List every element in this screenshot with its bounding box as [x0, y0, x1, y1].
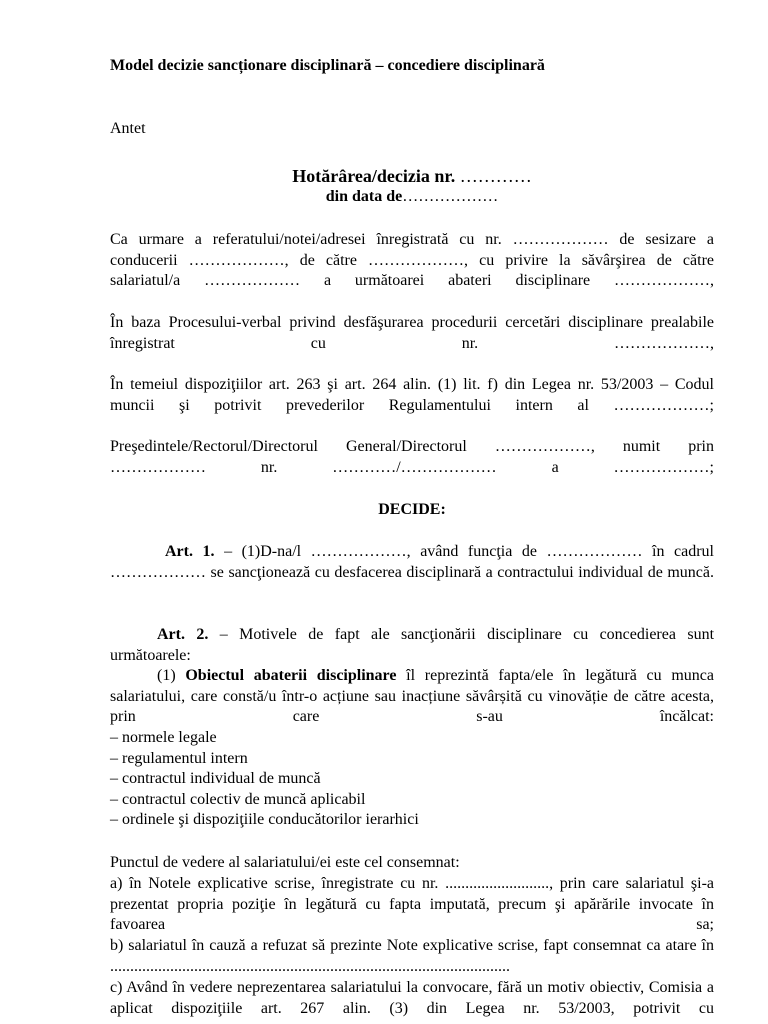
article-1-text: – (1)D-na/l ………………, având funcţia de ……………… în cadrul ……………… se sancţionează cu desfacerea disciplinară a contractului individual de muncă. [110, 543, 715, 581]
antet-label: Antet [110, 120, 146, 137]
article-2-label: Art. 2. [157, 626, 209, 643]
list-item: – ordinele şi dispoziţiile conducătorilor ierarhici [110, 811, 419, 828]
article-1-label: Art. 1. [165, 543, 215, 560]
article-2 [110, 625, 714, 666]
list-item: – regulamentul intern [110, 749, 248, 767]
list-item: – contractul individual de muncă [110, 770, 321, 787]
article-2-paragraph-1-text: îl reprezintă fapta/ele în legătură cu munca salariatului, care constă/u într-o acțiune sau inacțiune săvârșită cu vinovăție de către acesta, prin care s-au încălcat: [110, 667, 715, 725]
decision-title [110, 165, 714, 187]
article-1 [110, 542, 714, 583]
paragraph-proces-verbal: În baza Procesului-verbal privind desfăşurarea procedurii cercetări disciplinare prealabile înregistrat cu nr. ………………, [110, 314, 714, 352]
list-item: – contractul colectiv de muncă aplicabil [110, 790, 366, 808]
article-2-text: – Motivele de fapt ale sancţionării disciplinare cu concedierea sunt următoarele: [110, 626, 715, 664]
violations-list [110, 728, 714, 831]
document-title: Model decizie sancționare disciplinară – concediere disciplinară [110, 57, 545, 74]
list-item: – normele legale [110, 729, 217, 746]
decision-date-label: din data de [325, 188, 403, 205]
article-2-paragraph-1-bold: Obiectul abaterii disciplinare [185, 667, 397, 684]
paragraph-presedinte: Preşedintele/Rectorul/Directorul General/Directorul ………………, numit prin ……………… nr. …………/……………… a ………………; [110, 438, 714, 476]
decide-heading: DECIDE: [378, 501, 446, 518]
punct-de-vedere-intro: Punctul de vedere al salariatului/ei este cel consemnat: [110, 854, 460, 871]
punct-c: c) Având în vedere neprezentarea salariatului la convocare, fără un motiv obiectiv, Comisia a aplicat dispoziţiile art. 267 alin. (3) din Legea nr. 53/2003, potrivit cu [110, 979, 714, 1017]
paragraph-referat: Ca urmare a referatului/notei/adresei înregistrată cu nr. ……………… de sesizare a conducerii ………………, de către ………………, cu privire la săvârşirea de către salariatul/a ……………… a următoarei abateri disciplinare ………………, [110, 231, 714, 289]
decision-number-dots: ………… [455, 166, 532, 186]
article-2-paragraph-1 [110, 666, 714, 728]
paragraph-temei-legal: În temeiul dispoziţiilor art. 263 şi art. 264 alin. (1) lit. f) din Legea nr. 53/2003 – Codul muncii şi potrivit prevederilor Regulamentului intern al ………………; [110, 376, 714, 414]
decision-date-dots: ……………… [402, 188, 499, 205]
article-2-paragraph-1-number: (1) [157, 667, 186, 684]
punct-b: b) salariatul în cauză a refuzat să prezinte Note explicative scrise, fapt consemnat ca atare în .................................................................................................... [110, 937, 714, 975]
decision-title-text: Hotărârea/decizia nr. [292, 166, 456, 186]
decision-date [110, 187, 714, 208]
punct-a: a) în Notele explicative scrise, înregistrate cu nr. .........................., prin care salariatul şi-a prezentat propria poziţie în legătură cu fapta imputată, precum şi apărările invocate în favoarea sa; [110, 875, 714, 933]
